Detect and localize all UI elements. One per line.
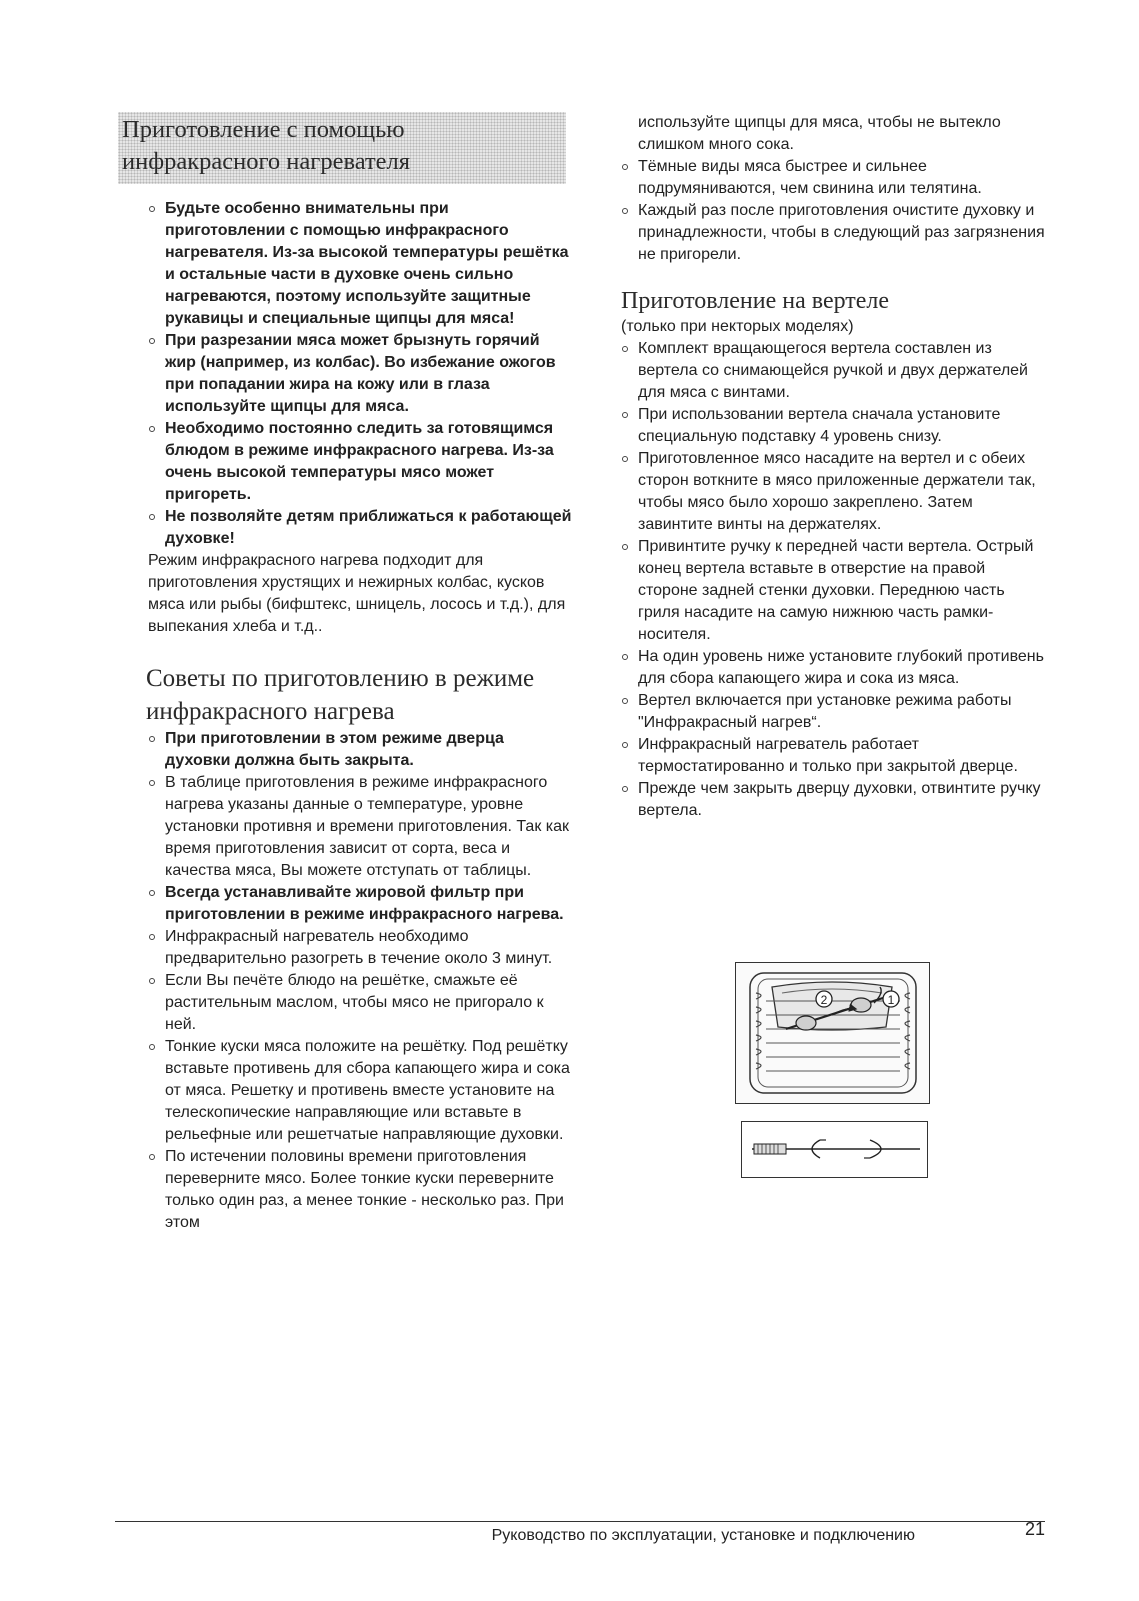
right-column [621,112,1046,822]
continued-text: используйте щипцы для мяса, чтобы не вытекло слишком много сока. [638,114,1001,153]
list-item: Прежде чем закрыть дверцу духовки, отвинтите ручку вертела. [621,778,1046,822]
list-item: На один уровень ниже установите глубокий противень для сбора капающего жира и сока из мяса. [621,646,1046,690]
footer-title: Руководство по эксплуатации, установке и подключению [491,1527,915,1544]
list-item: Комплект вращающегося вертела составлен из вертела со снимающейся ручкой и двух держателей для мяса с винтами. [621,338,1046,404]
list-item: По истечении половины времени приготовления переверните мясо. Более тонкие куски переверните только один раз, а менее тонкие - несколько раз. При этом [148,1146,573,1234]
section-heading-rotisserie: Приготовление на вертеле [621,288,890,314]
list-item: Инфракрасный нагреватель необходимо предварительно разогреть в течение около 3 минут. [148,926,573,970]
page-number: 21 [1024,1519,1045,1539]
list-item: Не позволяйте детям приближаться к работающей духовке! [148,506,573,550]
spit-drawing [742,1122,927,1177]
section-heading-tips: Советы по приготовлению в режиме инфракрасного нагрева [146,665,535,725]
list-item: Вертел включается при установке режима работы "Инфракрасный нагрев“. [621,690,1046,734]
oven-drawing [736,963,929,1103]
oven-rotisserie-illustration [735,962,930,1104]
callout-label-1: 1 [887,993,895,1007]
list-item: Если Вы печёте блюдо на решётке, смажьте её растительным маслом, чтобы мясо не пригорало к ней. [148,970,573,1036]
tips-list-continued [621,156,1046,266]
list-item: Будьте особенно внимательны при приготовлении с помощью инфракрасного нагревателя. Из-за высокой температуры решётка и остальные части в духовке очень сильно нагреваются, поэтому используйте защитные рукавицы и специальные щипцы для мяса! [148,198,573,330]
rotisserie-list [621,338,1046,822]
list-item: Тонкие куски мяса положите на решётку. Под решётку вставьте противень для сбора капающего жира и сока от мяса. Решетку и противень вместе установите на телескопические направляющие или вставьте в рельефные или решетчатые направляющие духовки. [148,1036,573,1146]
list-item: Приготовленное мясо насадите на вертел и с обеих сторон воткните в мясо приложенные держатели так, чтобы мясо было хорошо закреплено. Затем завинтите винты на держателях. [621,448,1046,536]
list-item: Привинтите ручку к передней части вертела. Острый конец вертела вставьте в отверстие на правой стороне задней стенки духовки. Переднюю часть гриля насадите на самую нижнюю часть рамки-носителя. [621,536,1046,646]
list-item: Необходимо постоянно следить за готовящимся блюдом в режиме инфракрасного нагрева. Из-за очень высокой температуры мясо может пригореть. [148,418,573,506]
list-item: Тёмные виды мяса быстрее и сильнее подрумяниваются, чем свинина или телятина. [621,156,1046,200]
list-item: Каждый раз после приготовления очистите духовку и принадлежности, чтобы в следующий раз загрязнения не пригорели. [621,200,1046,266]
list-item: При использовании вертела сначала установите специальную подставку 4 уровень снизу. [621,404,1046,448]
list-item: При разрезании мяса может брызнуть горячий жир (например, из колбас). Во избежание ожогов при попадании жира на кожу или в глаза используйте щипцы для мяса. [148,330,573,418]
warning-list [148,198,573,550]
list-item: Всегда устанавливайте жировой фильтр при приготовлении в режиме инфракрасного нагрева. [148,882,573,926]
list-item: В таблице приготовления в режиме инфракрасного нагрева указаны данные о температуре, уровне установки противня и времени приготовления. Так как время приготовления зависит от сорта, веса и качества мяса, Вы можете отступать от таблицы. [148,772,573,882]
tips-list [148,728,573,1234]
footer-divider [115,1521,1045,1522]
left-column [118,112,573,1234]
section-heading-infrared: Приготовление с помощью инфракрасного нагревателя [118,112,566,184]
list-item: При приготовлении в этом режиме дверца духовки должна быть закрыта. [148,728,573,772]
list-item: Инфракрасный нагреватель работает термостатированно и только при закрытой дверце. [621,734,1046,778]
spit-illustration [741,1121,928,1178]
infrared-description: Режим инфракрасного нагрева подходит для приготовления хрустящих и нежирных колбас, кусков мяса или рыбы (бифштекс, шницель, лосось и т.д.), для выпекания хлеба и т.д.. [148,552,566,635]
models-note: (только при некторых моделях) [621,318,854,335]
callout-label-2: 2 [820,993,828,1007]
